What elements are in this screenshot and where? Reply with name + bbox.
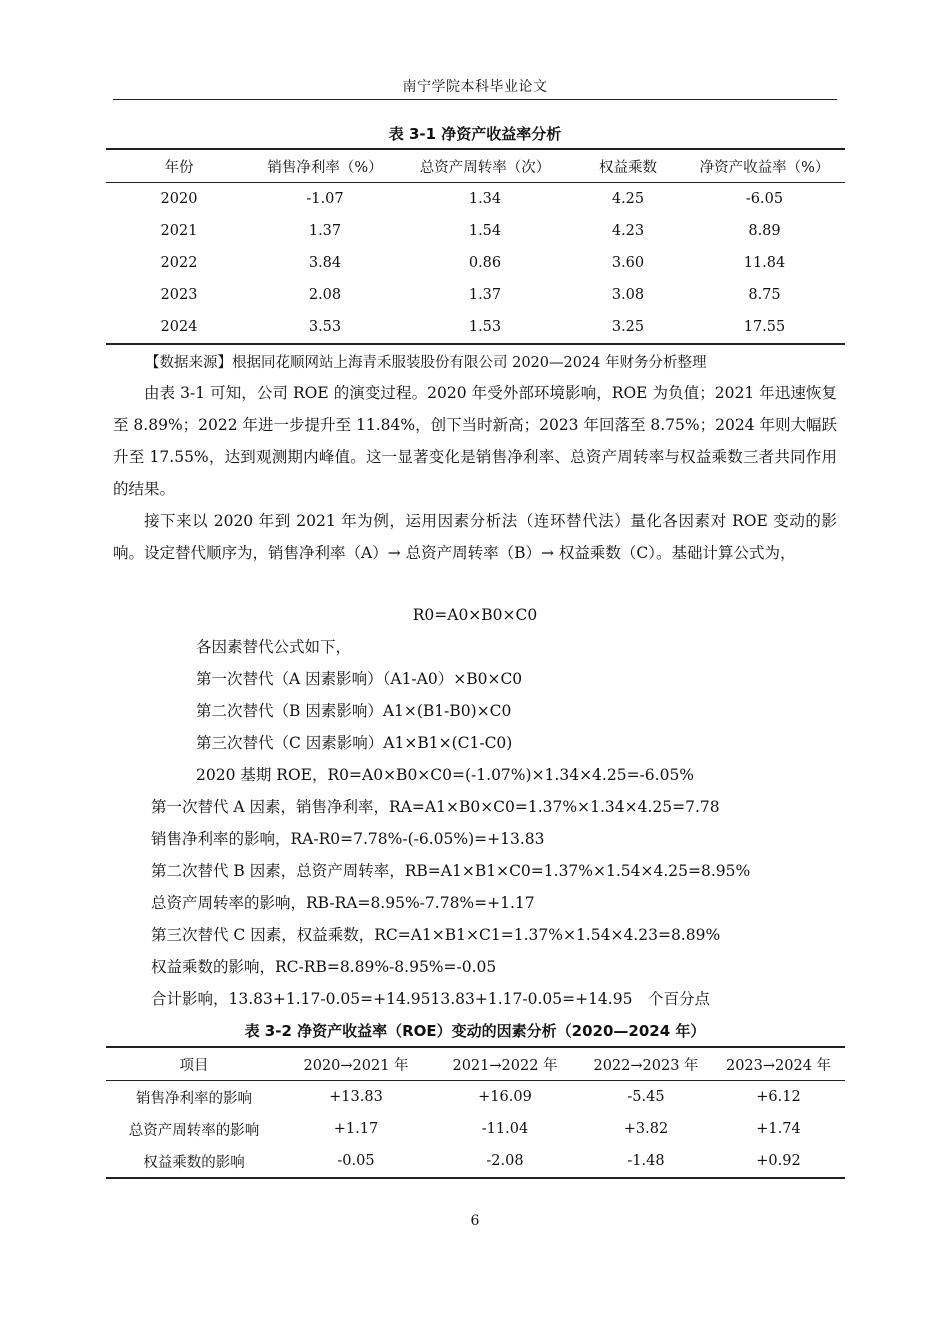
calc-line: 第二次替代（B 因素影响）A1×(B1-B0)×C0	[196, 702, 512, 720]
column-header: 2023→2024 年	[712, 1047, 845, 1081]
column-header: 2022→2023 年	[580, 1047, 712, 1081]
table-cell: 3.53	[308, 319, 342, 335]
page-header-title: 南宁学院本科毕业论文	[402, 79, 548, 95]
paragraph-roe-trend: 由表 3-1 可知，公司 ROE 的演变过程。2020 年受外部环境影响，ROE 为负值；2021 年迅速恢复至 8.89%；2022 年进一步提升至 11.84%，创下当时新高；2023 年回落至 8.75%；2024 年则大幅跃升至 17.55%，达到观测期内峰值。这一显著变化是销售净利率、总资产周转率与权益乘数三者共同作用的结果。	[113, 384, 837, 498]
table-cell: 1.37	[468, 287, 502, 303]
column-header: 项目	[106, 1047, 282, 1081]
calc-line: 第一次替代（A 因素影响）（A1-A0）×B0×C0	[196, 670, 523, 688]
table-cell: 17.55	[743, 319, 786, 335]
table-cell: -6.05	[745, 191, 784, 207]
table-cell: 4.25	[611, 191, 645, 207]
table-cell: -1.48	[627, 1153, 665, 1169]
roe-factor-table	[106, 1046, 845, 1179]
table-row	[106, 183, 845, 216]
column-header: 净资产收益率（%）	[684, 149, 845, 183]
calc-line: 第二次替代 B 因素，总资产周转率，RB=A1×B1×C0=1.37%×1.54×4.25=8.95%	[151, 862, 751, 880]
table-cell: -2.08	[486, 1153, 524, 1169]
column-header: 销售净利率（%）	[252, 149, 398, 183]
table-cell: 0.86	[468, 255, 502, 271]
calc-line: 第一次替代 A 因素，销售净利率，RA=A1×B0×C0=1.37%×1.34×4.25=7.78	[151, 798, 720, 816]
table-row	[106, 279, 845, 311]
column-header: 2021→2022 年	[430, 1047, 580, 1081]
table-cell: 2023	[160, 287, 198, 303]
table-row	[106, 215, 845, 247]
table-cell: +0.92	[756, 1153, 801, 1169]
table-row	[106, 247, 845, 279]
table-cell: 2024	[160, 319, 198, 335]
table-cell: 2022	[160, 255, 198, 271]
table-cell: -0.05	[337, 1153, 375, 1169]
data-source-note: 【数据来源】根据同花顺网站上海青禾服装股份有限公司 2020—2024 年财务分析整理	[145, 355, 707, 371]
column-header: 2020→2021 年	[282, 1047, 430, 1081]
base-formula: R0=A0×B0×C0	[412, 606, 538, 624]
table-cell: 8.89	[748, 223, 781, 239]
roe-analysis-table	[106, 148, 845, 345]
table-cell: 1.54	[468, 223, 502, 239]
calc-line: 第三次替代（C 因素影响）A1×B1×(C1-C0)	[196, 734, 513, 752]
table-cell: 总资产周转率的影响	[128, 1122, 260, 1139]
table-row	[106, 1145, 845, 1178]
calc-line: 合计影响，13.83+1.17-0.05=+14.9513.83+1.17-0.05=+14.95 个百分点	[151, 990, 710, 1008]
table-cell: 销售净利率的影响	[136, 1090, 252, 1107]
table-cell: +6.12	[756, 1089, 801, 1105]
column-header: 总资产周转率（次）	[398, 149, 572, 183]
table-cell: 3.08	[611, 287, 645, 303]
column-header: 权益乘数	[572, 149, 684, 183]
table-row	[106, 1081, 845, 1114]
calc-line: 权益乘数的影响，RC-RB=8.89%-8.95%=-0.05	[151, 958, 497, 976]
table-cell: 1.53	[468, 319, 502, 335]
header-rule	[113, 99, 837, 100]
table-cell: 3.60	[611, 255, 645, 271]
table-cell: 8.75	[748, 287, 781, 303]
page-number: 6	[470, 1213, 480, 1229]
column-header: 年份	[106, 149, 252, 183]
table1-caption: 表 3-1 净资产收益率分析	[388, 125, 562, 143]
table-cell: 1.37	[308, 223, 342, 239]
table-cell: +16.09	[478, 1089, 532, 1105]
calc-line: 各因素替代公式如下，	[196, 638, 352, 656]
table-cell: -11.04	[481, 1121, 529, 1137]
table-cell: -5.45	[627, 1089, 665, 1105]
table-row	[106, 1113, 845, 1145]
table-cell: 2021	[160, 223, 198, 239]
calc-line: 总资产周转率的影响，RB-RA=8.95%-7.78%=+1.17	[151, 894, 535, 912]
table-cell: 3.25	[611, 319, 645, 335]
table-cell: +1.74	[756, 1121, 801, 1137]
table-header-row	[106, 149, 845, 183]
calc-line: 第三次替代 C 因素，权益乘数，RC=A1×B1×C1=1.37%×1.54×4.23=8.89%	[151, 926, 721, 944]
calc-line: 销售净利率的影响，RA-R0=7.78%-(-6.05%)=+13.83	[151, 830, 545, 848]
table-cell: 1.34	[468, 191, 502, 207]
table-cell: 3.84	[308, 255, 342, 271]
table-cell: 2020	[160, 191, 198, 207]
calc-line: 2020 基期 ROE，R0=A0×B0×C0=(-1.07%)×1.34×4.25=-6.05%	[196, 766, 695, 784]
table-cell: +3.82	[623, 1121, 669, 1137]
table-cell: +1.17	[333, 1121, 379, 1137]
table-cell: 4.23	[611, 223, 645, 239]
paragraph-method-intro: 接下来以 2020 年到 2021 年为例，运用因素分析法（连环替代法）量化各因素对 ROE 变动的影响。设定替代顺序为，销售净利率（A）→ 总资产周转率（B）→ 权益乘数（C）。基础计算公式为，	[113, 512, 837, 562]
table-cell: 2.08	[308, 287, 342, 303]
table-cell: -1.07	[306, 191, 344, 207]
table-cell: 权益乘数的影响	[143, 1154, 245, 1171]
table-header-row	[106, 1047, 845, 1081]
table-cell: +13.83	[329, 1089, 383, 1105]
table-row	[106, 311, 845, 344]
table2-caption: 表 3-2 净资产收益率（ROE）变动的因素分析（2020—2024 年）	[244, 1022, 706, 1040]
table-cell: 11.84	[743, 255, 786, 271]
